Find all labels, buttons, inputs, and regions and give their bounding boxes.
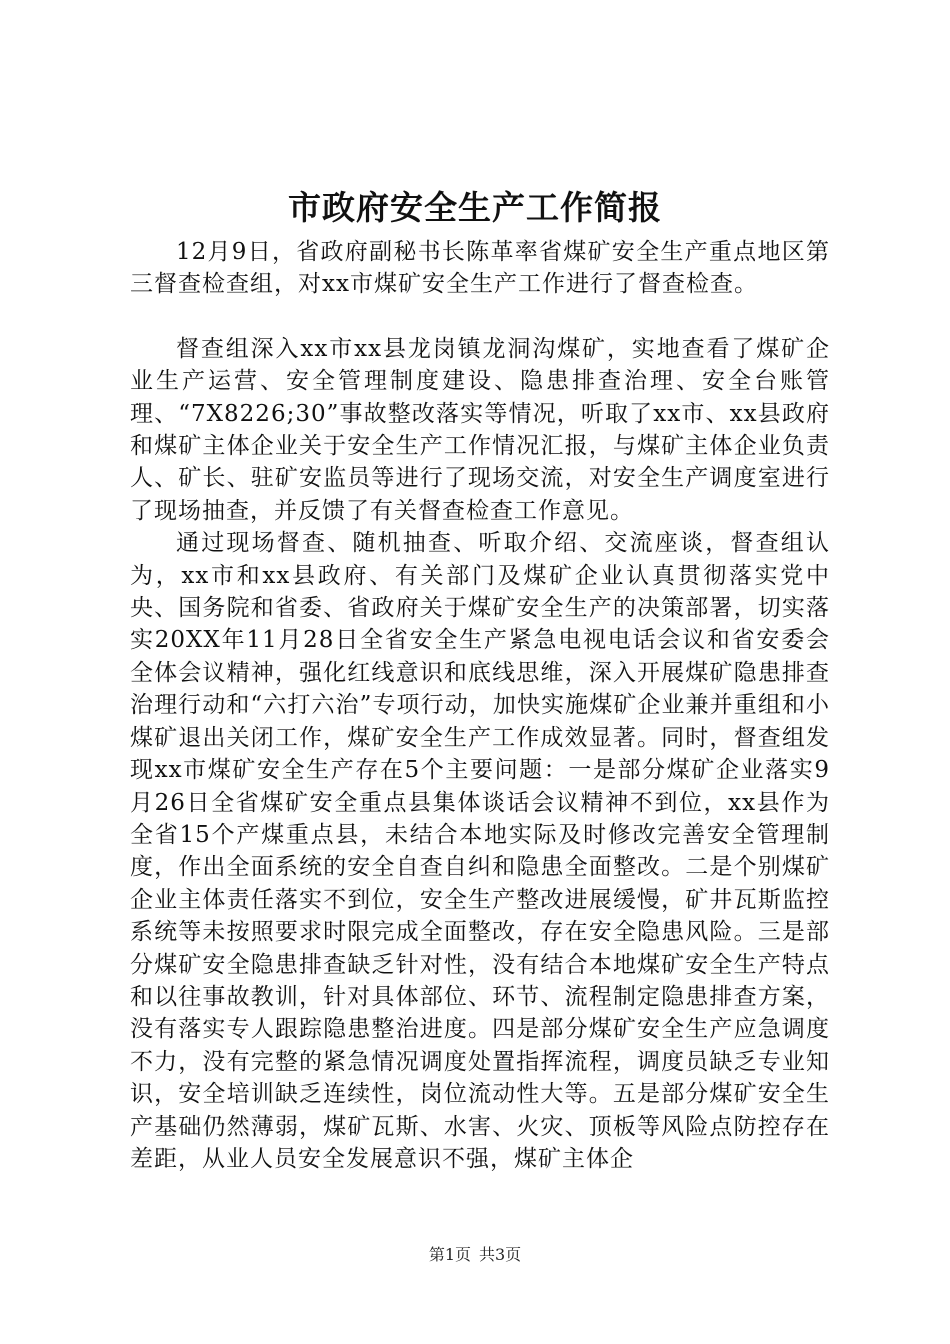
page-number: 第1页 <box>428 1245 471 1264</box>
paragraph-intro: 12月9日，省政府副秘书长陈革率省煤矿安全生产重点地区第三督查检查组，对xx市煤矿安全生产工作进行了督查检查。 <box>130 239 830 298</box>
page-footer <box>0 1244 950 1266</box>
paragraph-findings: 通过现场督查、随机抽查、听取介绍、交流座谈，督查组认为，xx市和xx县政府、有关部门及煤矿企业认真贯彻落实党中央、国务院和省委、省政府关于煤矿安全生产的决策部署，切实落实20XX年11月28日全省安全生产紧急电视电话会议和省安委会全体会议精神，强化红线意识和底线思维，深入开展煤矿隐患排查治理行动和“六打六治”专项行动，加快实施煤矿企业兼并重组和小煤矿退出关闭工作，煤矿安全生产工作成效显著。同时，督查组发现xx市煤矿安全生产存在5个主要问题：一是部分煤矿企业落实9月26日全省煤矿安全重点县集体谈话会议精神不到位，xx县作为全省15个产煤重点县，未结合本地实际及时修改完善安全管理制度，作出全面系统的安全自查自纠和隐患全面整改。二是个别煤矿企业主体责任落实不到位，安全生产整改进展缓慢，矿井瓦斯监控系统等未按照要求时限完成全面整改，存在安全隐患风险。三是部分煤矿安全隐患排查缺乏针对性，没有结合本地煤矿安全生产特点和以往事故教训，针对具体部位、环节、流程制定隐患排查方案，没有落实专人跟踪隐患整治进度。四是部分煤矿安全生产应急调度不力，没有完整的紧急情况调度处置指挥流程，调度员缺乏专业知识，安全培训缺乏连续性，岗位流动性大等。五是部分煤矿安全生产基础仍然薄弱，煤矿瓦斯、水害、火灾、顶板等风险点防控存在差距，从业人员安全发展意识不强，煤矿主体企 <box>130 530 830 1172</box>
paragraph-inspection: 督查组深入xx市xx县龙岗镇龙洞沟煤矿，实地查看了煤矿企业生产运营、安全管理制度建设、隐患排查治理、安全台账管理、“7X8226;30”事故整改落实等情况，听取了xx市、xx县政府和煤矿主体企业关于安全生产工作情况汇报，与煤矿主体企业负责人、矿长、驻矿安监员等进行了现场交流，对安全生产调度室进行了现场抽查，并反馈了有关督查检查工作意见。 <box>130 335 830 524</box>
document-title: 市政府安全生产工作简报 <box>288 188 662 227</box>
document-body <box>130 236 830 1175</box>
page-total: 共3页 <box>479 1245 522 1264</box>
